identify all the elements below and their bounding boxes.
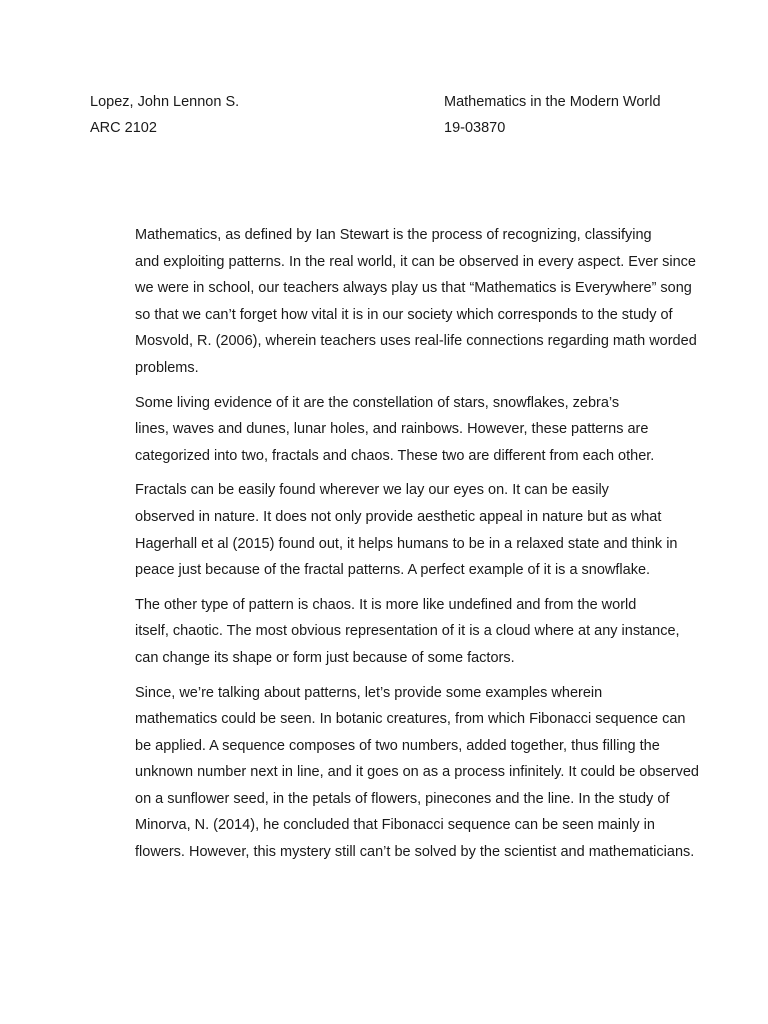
course-code: ARC 2102 bbox=[90, 120, 157, 136]
essay-paragraph bbox=[90, 680, 699, 866]
paragraph-line: Fractals can be easily found wherever we lay our eyes on. It can be easily bbox=[135, 482, 609, 499]
paragraph-line: unknown number next in line, and it goes on as a process infinitely. It could be observed bbox=[135, 764, 699, 781]
paragraph-line: Since, we’re talking about patterns, let’s provide some examples wherein bbox=[135, 684, 603, 701]
essay-paragraph bbox=[90, 477, 684, 583]
essay-paragraph bbox=[90, 222, 697, 382]
paragraph-line: problems. bbox=[135, 359, 199, 376]
paragraph-line: and exploiting patterns. In the real world, it can be observed in every aspect. Ever since bbox=[135, 253, 696, 270]
paragraph-line: Mosvold, R. (2006), wherein teachers uses real-life connections regarding math worded bbox=[135, 333, 697, 350]
paragraph-line: itself, chaotic. The most obvious representation of it is a cloud where at any instance, bbox=[135, 623, 680, 640]
paragraph-line: flowers. However, this mystery still can’t be solved by the scientist and mathematicians. bbox=[135, 844, 695, 861]
paragraph-line: can change its shape or form just because of some factors. bbox=[135, 649, 515, 666]
paragraph-line: Mathematics, as defined by Ian Stewart is the process of recognizing, classifying bbox=[135, 227, 652, 243]
paragraph-line: observed in nature. It does not only provide aesthetic appeal in nature but as what bbox=[135, 508, 662, 525]
subject-title: Mathematics in the Modern World bbox=[444, 94, 661, 110]
essay-body bbox=[90, 222, 699, 874]
paragraph-line: categorized into two, fractals and chaos. These two are different from each other. bbox=[135, 447, 655, 464]
paragraph-line: we were in school, our teachers always play us that “Mathematics is Everywhere” song bbox=[135, 280, 692, 297]
paragraph-line: mathematics could be seen. In botanic creatures, from which Fibonacci sequence can bbox=[135, 711, 686, 728]
essay-paragraph bbox=[90, 390, 684, 470]
paragraph-line: Minorva, N. (2014), he concluded that Fibonacci sequence can be seen mainly in bbox=[135, 817, 655, 834]
paragraph-line: be applied. A sequence composes of two numbers, added together, thus filling the bbox=[135, 737, 660, 754]
essay-paragraph bbox=[90, 592, 684, 672]
student-number: 19-03870 bbox=[444, 120, 506, 136]
paragraph-line: so that we can’t forget how vital it is in our society which corresponds to the study of bbox=[135, 306, 673, 323]
paragraph-line: Hagerhall et al (2015) found out, it helps humans to be in a relaxed state and think in bbox=[135, 535, 678, 552]
paragraph-line: lines, waves and dunes, lunar holes, and rainbows. However, these patterns are bbox=[135, 421, 649, 438]
author-name: Lopez, John Lennon S. bbox=[90, 94, 240, 110]
paragraph-line: peace just because of the fractal patterns. A perfect example of it is a snowflake. bbox=[135, 562, 651, 579]
paragraph-line: Some living evidence of it are the constellation of stars, snowflakes, zebra’s bbox=[135, 394, 620, 411]
paragraph-line: on a sunflower seed, in the petals of flowers, pinecones and the line. In the study of bbox=[135, 790, 670, 807]
paragraph-line: The other type of pattern is chaos. It is more like undefined and from the world bbox=[135, 596, 637, 613]
